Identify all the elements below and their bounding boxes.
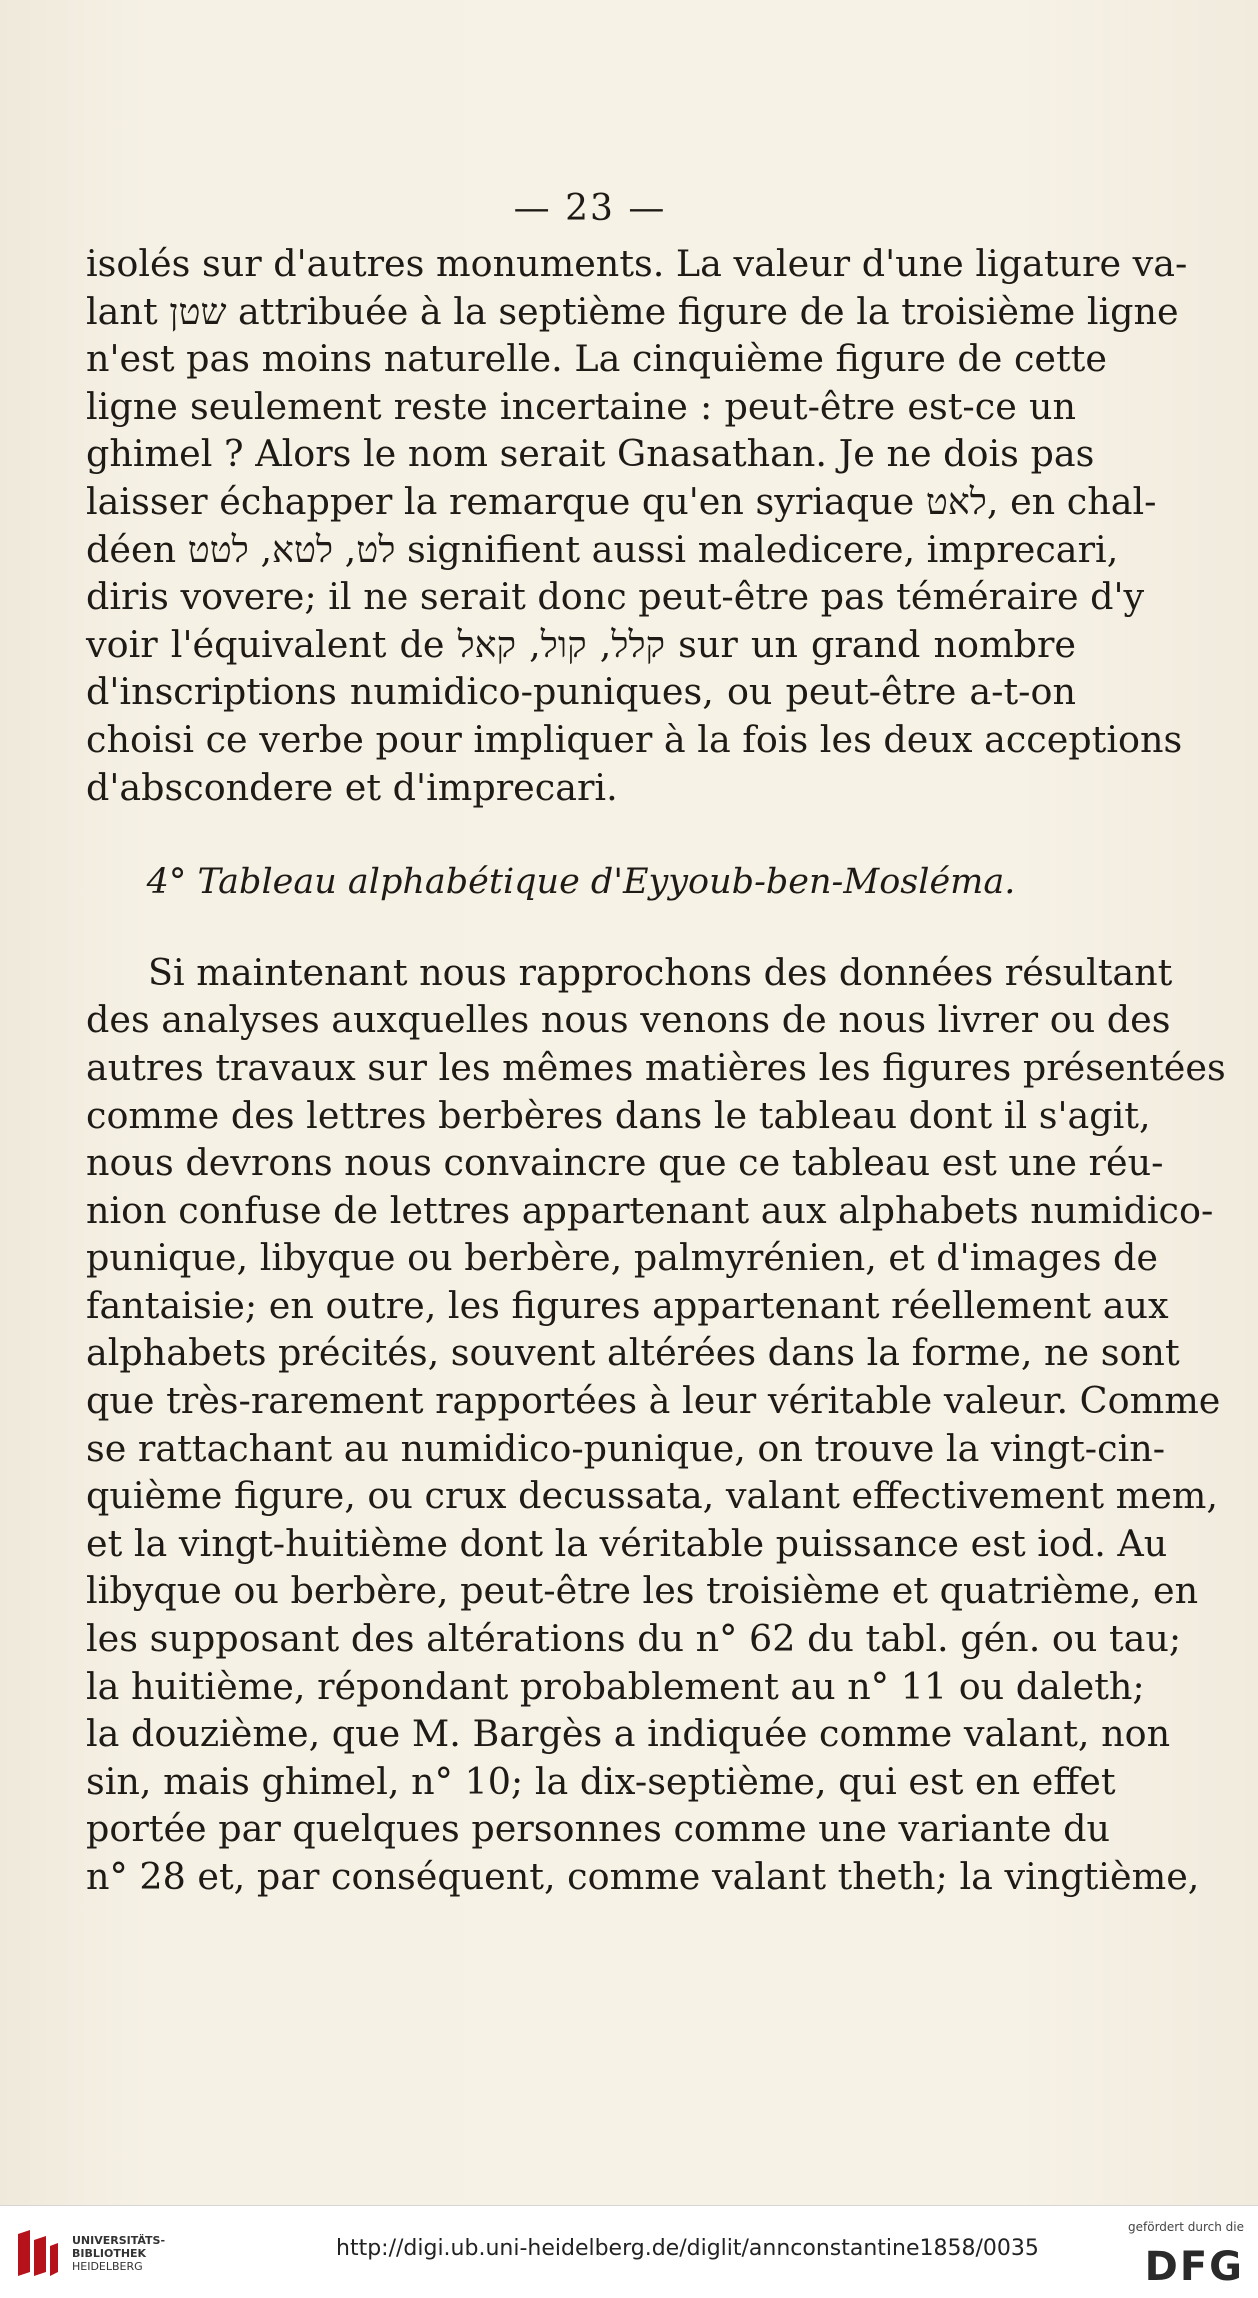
section-heading: 4° Tableau alphabétique d'Eyyoub-ben-Mosléma.: [146, 862, 1016, 903]
text-line: les supposant des altérations du n° 62 du tabl. gén. ou tau;: [86, 1617, 1182, 1661]
text-line: autres travaux sur les mêmes matières les figures présentées: [86, 1045, 1226, 1089]
text-line: laisser échapper la remarque qu'en syriaque לאט, en chal-: [86, 479, 1157, 523]
text-line: déen לט, לטא, לטט signifient aussi maledicere, imprecari,: [86, 527, 1119, 571]
page-number: — 23 —: [513, 188, 667, 229]
text-line: fantaisie; en outre, les figures appartenant réellement aux: [86, 1283, 1169, 1327]
library-name: [72, 2234, 192, 2273]
text-line: diris vovere; il ne serait donc peut-être pas téméraire d'y: [86, 575, 1145, 619]
text-line: choisi ce verbe pour impliquer à la fois les deux acceptions: [86, 717, 1183, 761]
text-line: alphabets précités, souvent altérées dans la forme, ne sont: [86, 1331, 1180, 1375]
library-name-line: UNIVERSITÄTS-: [72, 2234, 166, 2247]
text-line: voir l'équivalent de קלל, קול, קאל sur un grand nombre: [86, 622, 1076, 666]
text-line: libyque ou berbère, peut-être les troisième et quatrième, en: [86, 1569, 1199, 1613]
text-line: n° 28 et, par conséquent, comme valant theth; la vingtième,: [86, 1855, 1200, 1898]
text-line: nous devrons nous convaincre que ce tableau est une réu-: [86, 1141, 1164, 1185]
sponsor-note: gefördert durch die: [1128, 2220, 1244, 2234]
text-line: et la vingt-huitième dont la véritable puissance est iod. Au: [86, 1521, 1168, 1565]
library-name-line: HEIDELBERG: [72, 2260, 143, 2273]
university-library-logo-icon: [14, 2226, 60, 2280]
text-line: punique, libyque ou berbère, palmyrénien, et d'images de: [86, 1236, 1159, 1280]
text-line: ghimel ? Alors le nom serait Gnasathan. Je ne dois pas: [86, 432, 1095, 476]
text-line: des analyses auxquelles nous venons de nous livrer ou des: [86, 998, 1171, 1042]
text-line: nion confuse de lettres appartenant aux alphabets numidico-: [86, 1188, 1214, 1232]
library-name-line: BIBLIOTHEK: [72, 2247, 147, 2260]
text-line: ligne seulement reste incertaine : peut-être est-ce un: [86, 384, 1076, 428]
text-line: se rattachant au numidico-punique, on trouve la vingt-cin-: [86, 1426, 1166, 1470]
text-line: portée par quelques personnes comme une variante du: [86, 1807, 1111, 1851]
text-line: sin, mais ghimel, n° 10; la dix-septième, qui est en effet: [86, 1759, 1116, 1803]
text-line: la douzième, que M. Bargès a indiquée comme valant, non: [86, 1712, 1171, 1756]
text-line: comme des lettres berbères dans le tableau dont il s'agit,: [86, 1093, 1151, 1137]
dfg-logo: DFG: [1144, 2244, 1244, 2290]
text-line: quième figure, ou crux decussata, valant effectivement mem,: [86, 1474, 1219, 1518]
text-line: lant שטן attribuée à la septième figure de la troisième ligne: [86, 289, 1179, 333]
text-line: que très-rarement rapportées à leur véritable valeur. Comme: [86, 1379, 1221, 1423]
text-line: isolés sur d'autres monuments. La valeur d'une ligature va-: [86, 242, 1188, 285]
viewer-footer: [0, 2205, 1258, 2298]
text-line: la huitième, répondant probablement au n° 11 ou daleth;: [86, 1664, 1145, 1708]
text-line: n'est pas moins naturelle. La cinquième figure de cette: [86, 337, 1107, 381]
permalink-url[interactable]: http://digi.ub.uni-heidelberg.de/diglit/annconstantine1858/0035: [336, 2236, 1039, 2261]
text-line: Si maintenant nous rapprochons des données résultant: [148, 950, 1173, 994]
text-line: d'abscondere et d'imprecari.: [86, 765, 618, 809]
text-line: d'inscriptions numidico-puniques, ou peut-être a-t-on: [86, 670, 1076, 714]
body-text: [86, 240, 1226, 1901]
